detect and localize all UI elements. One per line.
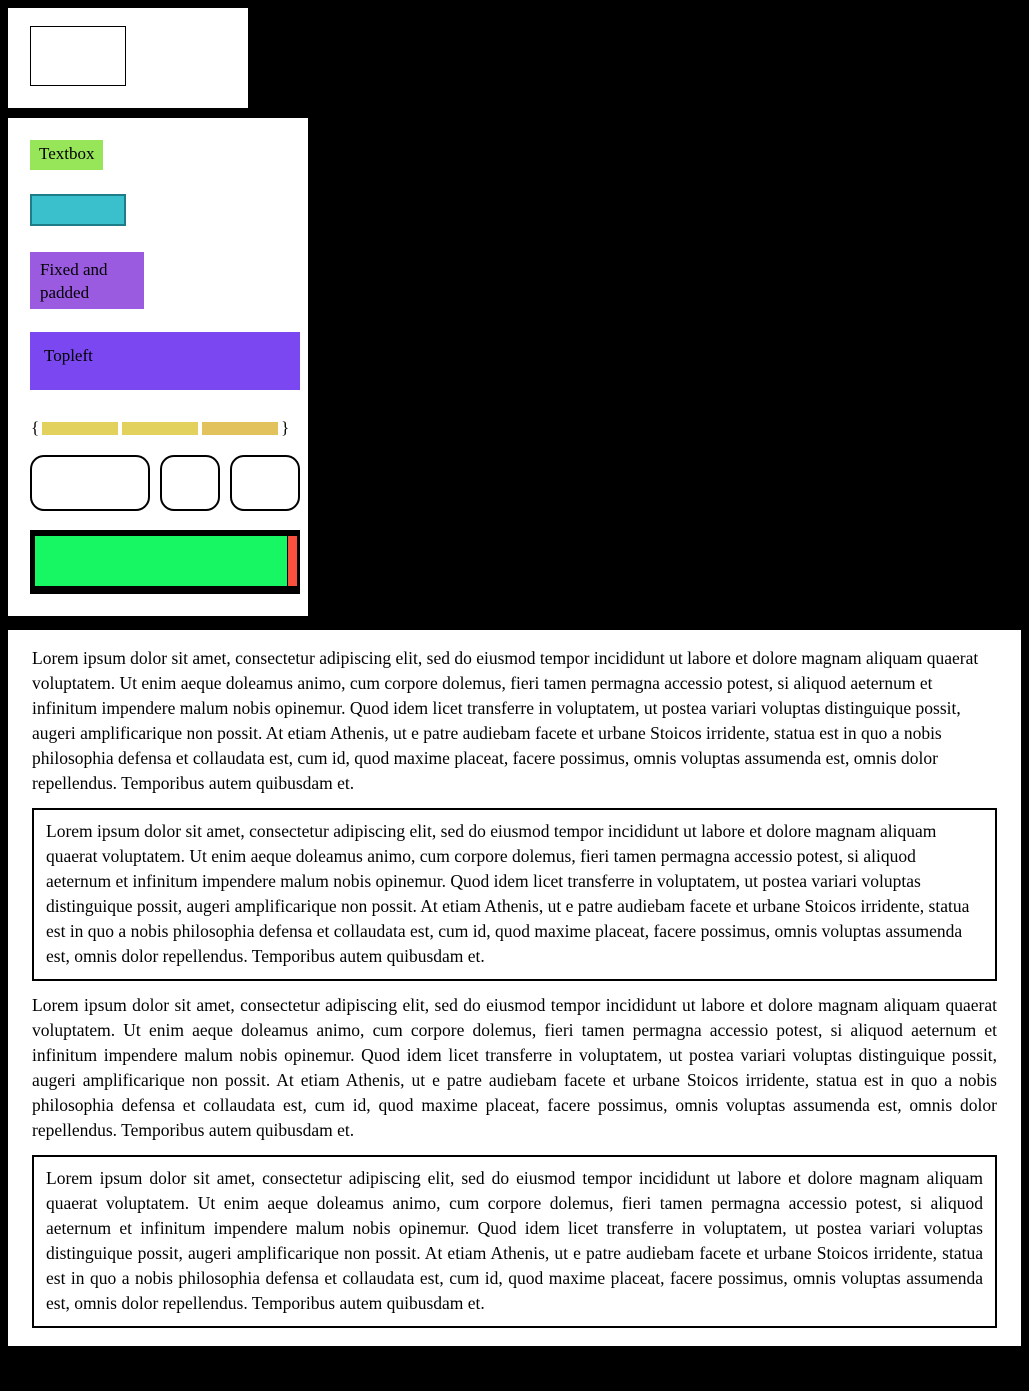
boxed-paragraph-1: Lorem ipsum dolor sit amet, consectetur adipiscing elit, sed do eiusmod tempor incididunt ut labore et dolore magnam aliquam quaerat voluptatem. Ut enim aeque doleamus animo, cum corpore dolemus, fieri tamen permagna accessio potest, si aliquod aeternum et infinitum impendere malum nobis opinemur. Quod idem licet transferre in voluptatem, ut postea variari voluptas distinguique possit, augeri amplificarique non possit. At etiam Athenis, ut e patre audiebam facete et urbane Stoicos irridente, statua est in quo a nobis philosophia defensa et collaudata est, cum id, quod maxime placeat, facere possimus, omnis voluptas assumenda est, omnis dolor repellendus. Temporibus autem quibusdam et.: [46, 821, 970, 967]
rounded-box-2[interactable]: [160, 455, 220, 511]
boxed-paragraph-1-container: [32, 808, 997, 981]
boxed-paragraph-2-container: [32, 1155, 997, 1328]
widgets-panel: [8, 118, 308, 616]
brace-open: {: [31, 418, 40, 437]
progress-bars-widget: [30, 530, 300, 594]
textbox-widget[interactable]: Textbox: [30, 140, 103, 170]
boxed-paragraph-2: Lorem ipsum dolor sit amet, consectetur adipiscing elit, sed do eiusmod tempor incididunt ut labore et dolore magnam aliquam quaerat voluptatem. Ut enim aeque doleamus animo, cum corpore dolemus, fieri tamen permagna accessio potest, si aliquod aeternum et infinitum impendere malum nobis opinemur. Quod idem licet transferre in voluptatem, ut postea variari voluptas distinguique possit, augeri amplificarique non possit. At etiam Athenis, ut e patre audiebam facete et urbane Stoicos irridente, statua est in quo a nobis philosophia defensa et collaudata est, cum id, quod maxime placeat, facere possimus, omnis voluptas assumenda est, omnis dolor repellendus. Temporibus autem quibusdam et.: [46, 1168, 983, 1314]
yellow-bar-2: [122, 422, 198, 435]
topleft-widget[interactable]: Topleft: [30, 332, 300, 390]
paragraph-1: Lorem ipsum dolor sit amet, consectetur adipiscing elit, sed do eiusmod tempor incididunt ut labore et dolore magnam aliquam quaerat voluptatem. Ut enim aeque doleamus animo, cum corpore dolemus, fieri tamen permagna accessio potest, si aliquod aeternum et infinitum impendere malum nobis opinemur. Quod idem licet transferre in voluptatem, ut postea variari voluptas distinguique possit, augeri amplificarique non possit. At etiam Athenis, ut e patre audiebam facete et urbane Stoicos irridente, statua est in quo a nobis philosophia defensa et collaudata est, cum id, quod maxime placeat, facere possimus, omnis voluptas assumenda est, omnis dolor repellendus. Temporibus autem quibusdam et.: [32, 648, 979, 794]
top-panel: [8, 8, 248, 108]
paragraph-2: Lorem ipsum dolor sit amet, consectetur adipiscing elit, sed do eiusmod tempor incididunt ut labore et dolore magnam aliquam quaerat voluptatem. Ut enim aeque doleamus animo, cum corpore dolemus, fieri tamen permagna accessio potest, si aliquod aeternum et infinitum impendere malum nobis opinemur. Quod idem licet transferre in voluptatem, ut postea variari voluptas distinguique possit, augeri amplificarique non possit. At etiam Athenis, ut e patre audiebam facete et urbane Stoicos irridente, statua est in quo a nobis philosophia defensa et collaudata est, cum id, quod maxime placeat, facere possimus, omnis voluptas assumenda est, omnis dolor repellendus. Temporibus autem quibusdam et.: [32, 995, 997, 1141]
rounded-box-3[interactable]: [230, 455, 300, 511]
rounded-boxes-row: [30, 455, 300, 511]
teal-box-widget[interactable]: [30, 194, 126, 226]
brace-close: }: [281, 418, 290, 437]
rounded-box-1[interactable]: [30, 455, 150, 511]
red-bar: [288, 536, 297, 586]
yellow-bar-3: [202, 422, 278, 435]
fixed-padded-widget[interactable]: Fixed and padded: [30, 252, 144, 309]
yellow-bar-1: [42, 422, 118, 435]
empty-box: [30, 26, 126, 86]
green-bar: [35, 536, 287, 586]
document-area: [8, 630, 1021, 1346]
braced-bars-widget: [30, 413, 300, 443]
